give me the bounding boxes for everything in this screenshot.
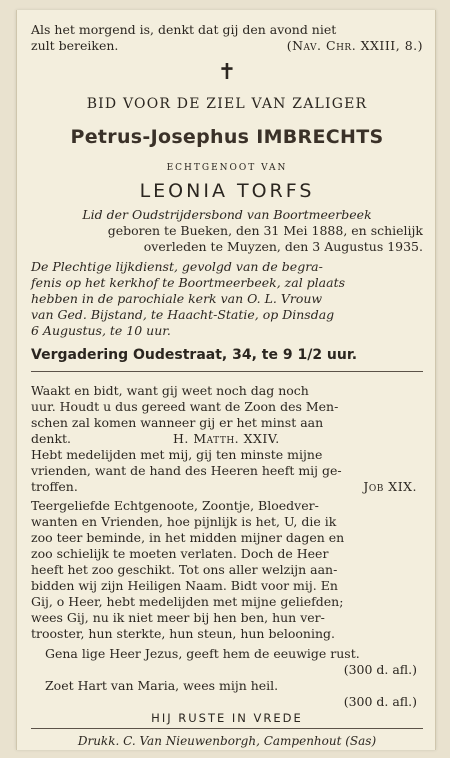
verse2-line-3: [31, 479, 423, 495]
farewell-line-2: wanten en Vrienden, hoe pijnlijk is het, U, die ik: [31, 514, 337, 529]
verse1-reference: H. Matth. XXIV.: [173, 431, 280, 446]
cross-icon: ✝: [217, 60, 237, 85]
funeral-line-5: 6 Augustus, te 10 uur.: [31, 323, 171, 338]
divider-top: [31, 371, 423, 372]
spouse-relation: ECHTGENOOT VAN: [166, 163, 288, 173]
epigraph-text-end: zult bereiken.: [31, 38, 119, 53]
verse1-line-3: schen zal komen wanneer gij er het minst aan: [31, 415, 324, 430]
indulgence-2: (300 d. afl.): [343, 694, 417, 709]
meeting-announcement: Vergadering Oudestraat, 34, te 9 1/2 uur.: [31, 347, 358, 363]
farewell-line-9: trooster, hun sterkte, hun steun, hun belooning.: [31, 626, 335, 641]
prayer-heading: BID VOOR DE ZIEL VAN ZALIGER: [86, 96, 368, 112]
spouse-name: LEONIA TORFS: [139, 180, 315, 202]
biography-line-3: overleden te Muyzen, den 3 Augustus 1935.: [143, 239, 423, 254]
biography-line-1: Lid der Oudstrijdersbond van Boortmeerbeek: [82, 207, 372, 222]
farewell-line-5: heeft het zoo geschikt. Tot ons aller welzijn aan-: [31, 562, 338, 577]
farewell-text-1: Teergeliefde Echtgenoote, Zoontje, Bloedver-: [31, 498, 319, 513]
epigraph-line-1: Als het morgend is, denkt dat gij den avond niet: [31, 22, 337, 37]
closing-words: HIJ RUSTE IN VREDE: [151, 711, 303, 725]
farewell-line-3: zoo teer beminde, in het midden mijner dagen en: [31, 530, 345, 545]
farewell-line-8: wees Gij, nu ik niet meer bij hen ben, hun ver-: [31, 610, 325, 625]
funeral-line-3: hebben in de parochiale kerk van O. L. Vrouw: [31, 291, 323, 306]
funeral-line-2: fenis op het kerkhof te Boortmeerbeek, zal plaats: [31, 275, 346, 290]
verse1-line-4: [31, 431, 423, 447]
memorial-card: [16, 10, 436, 750]
epigraph-reference: (Nav. Chr. XXIII, 8.): [286, 38, 423, 53]
farewell-line-6: bidden wij zijn Heiligen Naam. Bidt voor mij. En: [31, 578, 338, 593]
verse2-text-end: troffen.: [31, 479, 78, 494]
divider-bottom: [31, 728, 423, 729]
verse1-text-end: denkt.: [31, 431, 72, 446]
funeral-line-1: De Plechtige lijkdienst, gevolgd van de begra-: [31, 259, 323, 274]
biography-line-2: geboren te Bueken, den 31 Mei 1888, en schielijk: [107, 223, 423, 238]
ejaculation-2: Zoet Hart van Maria, wees mijn heil.: [45, 678, 279, 693]
ejaculation-1: Gena lige Heer Jezus, geeft hem de eeuwige rust.: [45, 646, 360, 661]
verse2-line-2: vrienden, want de hand des Heeren heeft mij ge-: [31, 463, 342, 478]
verse1-line-1: Waakt en bidt, want gij weet noch dag noch: [31, 383, 309, 398]
funeral-line-4: van Ged. Bijstand, te Haacht-Statie, op Dinsdag: [31, 307, 335, 322]
verse1-line-2: uur. Houdt u dus gereed want de Zoon des Men-: [31, 399, 339, 414]
farewell-line-4: zoo schielijk te moeten verlaten. Doch de Heer: [31, 546, 329, 561]
verse2-line-1: Hebt medelijden met mij, gij ten minste mijne: [31, 447, 323, 462]
deceased-name: Petrus-Josephus IMBRECHTS: [70, 126, 384, 148]
printer-credit: Drukk. C. Van Nieuwenborgh, Campenhout (Sas): [77, 734, 377, 748]
indulgence-1: (300 d. afl.): [343, 662, 417, 677]
farewell-line-7: Gij, o Heer, hebt medelijden met mijne geliefden;: [31, 594, 344, 609]
farewell-line-1: [31, 498, 423, 514]
verse2-reference: Job XIX.: [363, 479, 417, 494]
epigraph-line-2: [31, 38, 423, 54]
